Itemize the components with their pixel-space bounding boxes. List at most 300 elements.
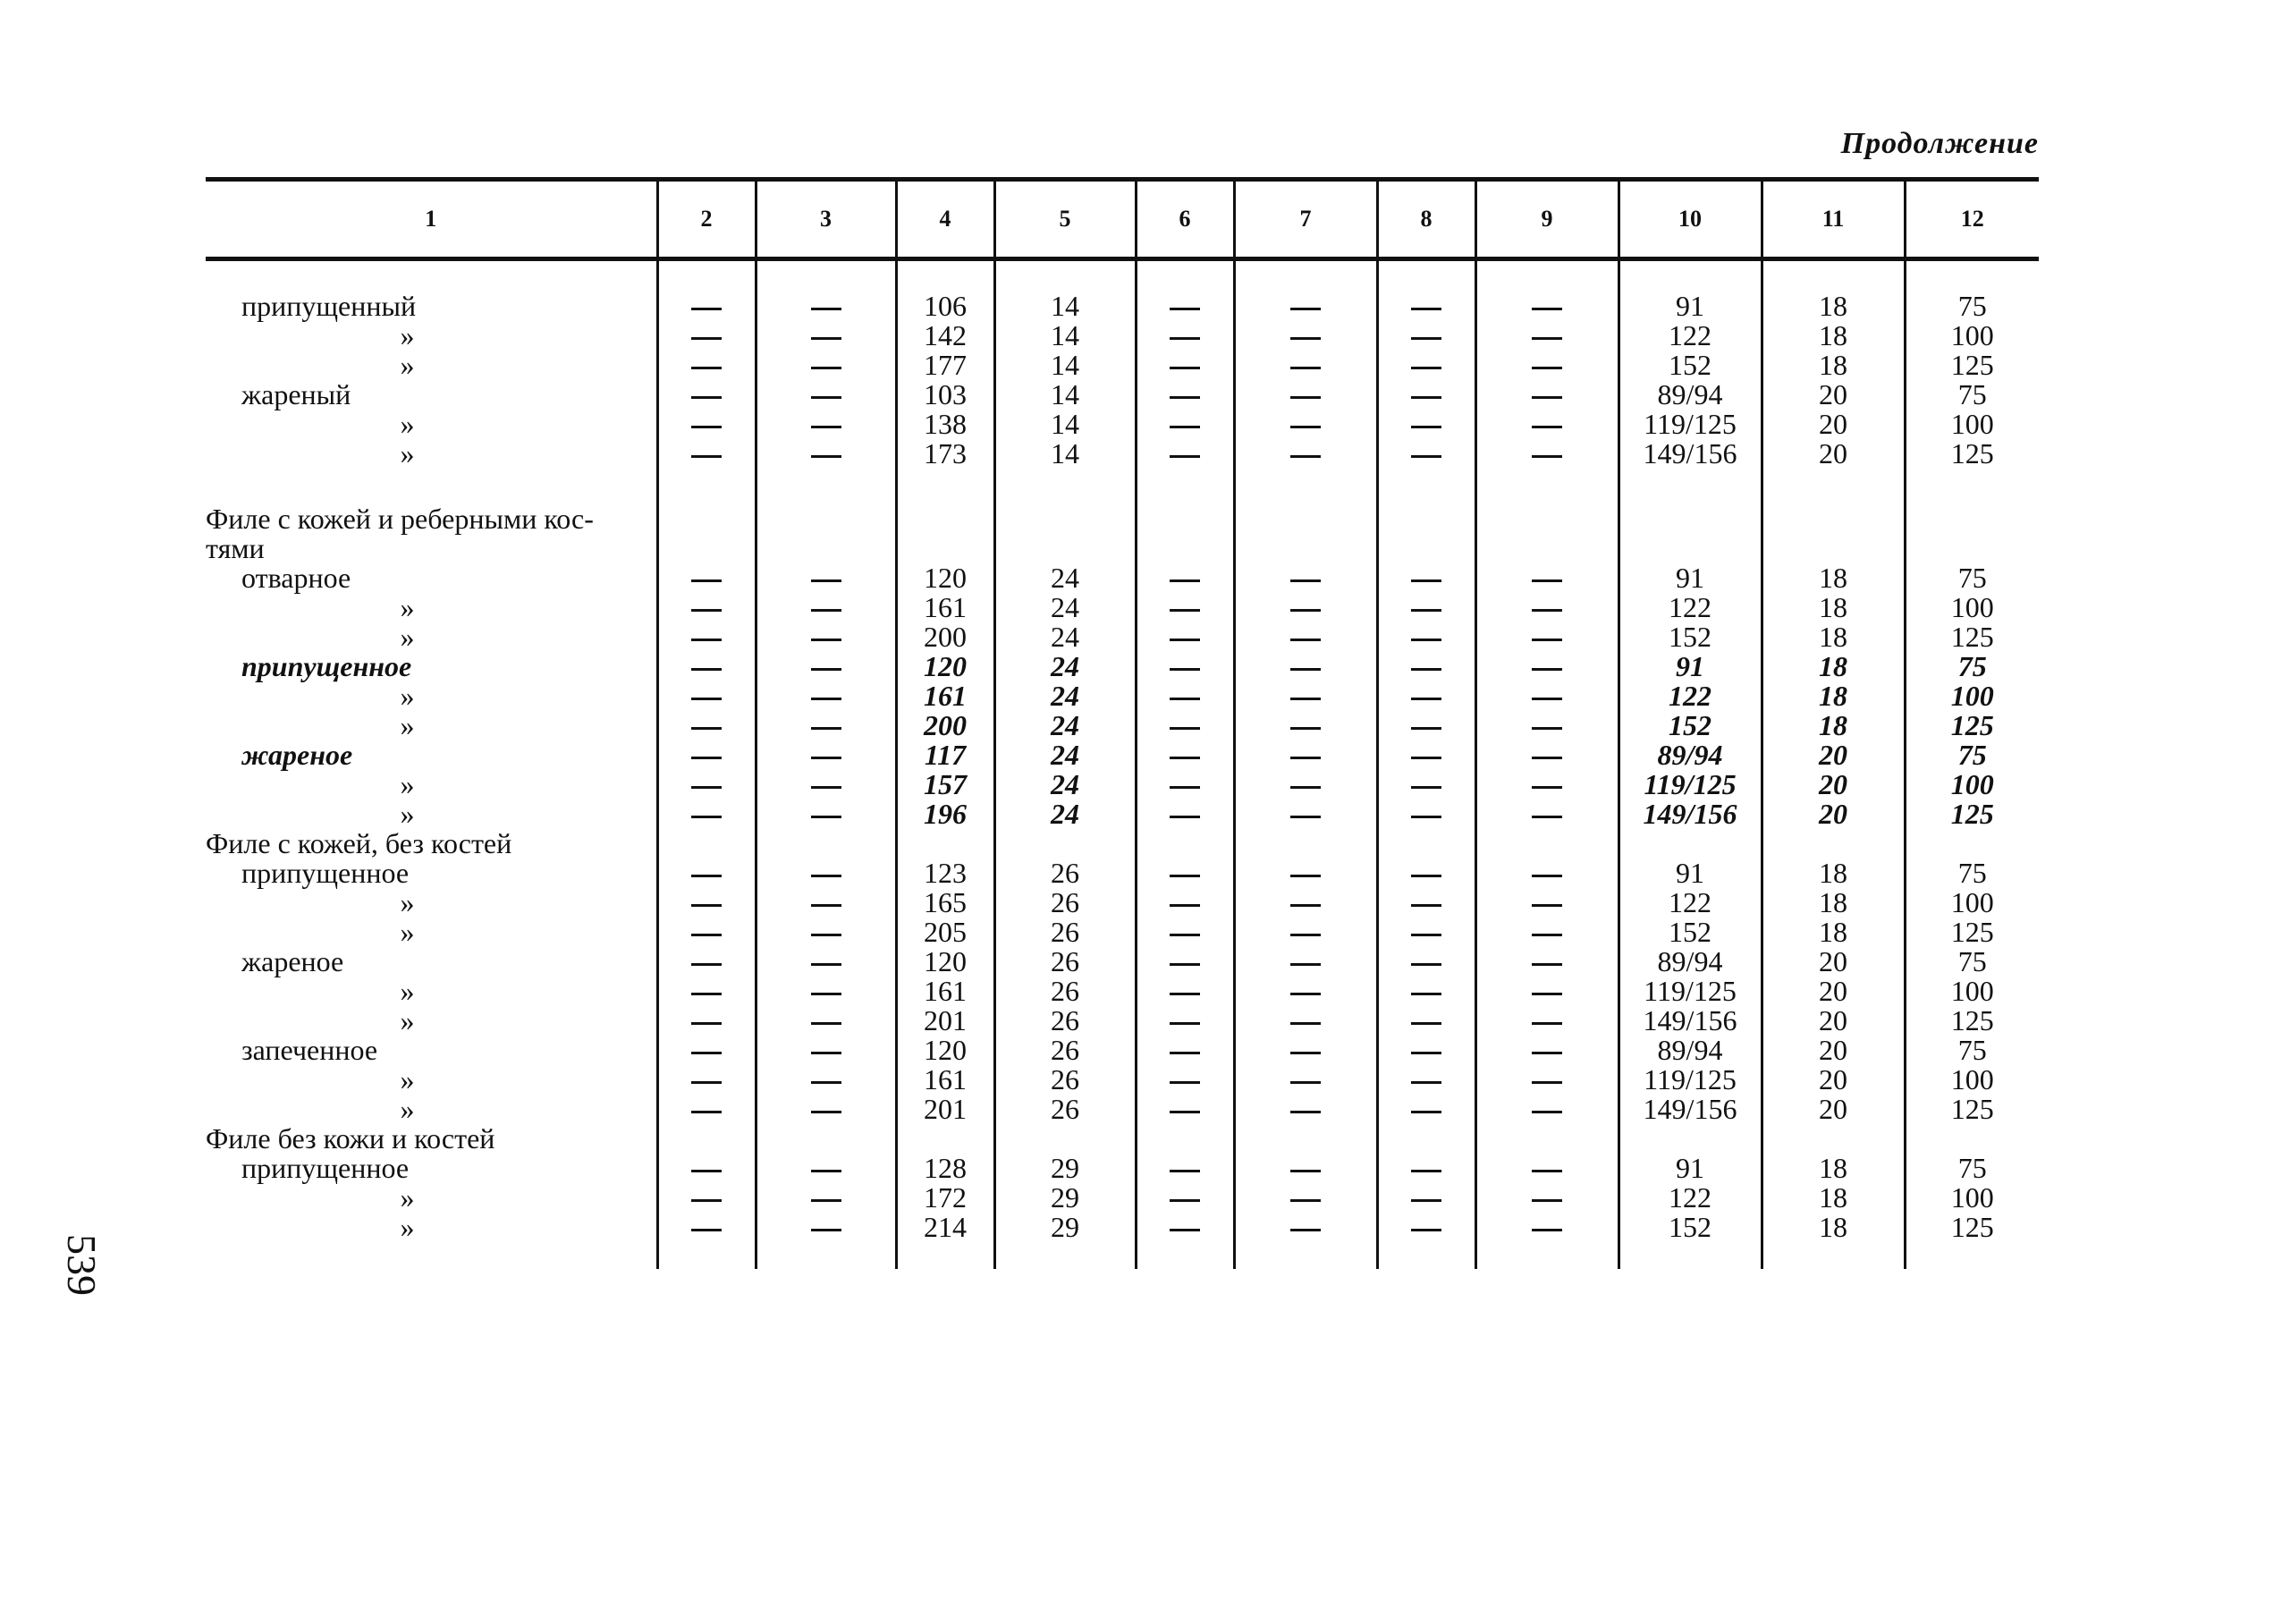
value-cell: 152 — [1619, 1213, 1762, 1269]
value-cell: 26 — [994, 1065, 1136, 1095]
dash-cell — [1234, 410, 1377, 439]
value-cell: 214 — [896, 1213, 994, 1269]
row-label: жареный — [241, 378, 351, 410]
dash-mark — [1290, 786, 1321, 789]
value-cell: 89/94 — [1619, 740, 1762, 770]
ditto-mark: » — [400, 591, 415, 623]
dash-cell — [1377, 1154, 1475, 1183]
value-cell: 14 — [994, 259, 1136, 322]
column-header-4: 4 — [896, 180, 994, 259]
dash-mark — [1170, 934, 1200, 936]
value-cell: 122 — [1619, 888, 1762, 918]
value-cell: 24 — [994, 622, 1136, 652]
dash-mark — [1411, 1052, 1441, 1054]
dash-cell — [1475, 321, 1619, 351]
dash-mark — [1170, 757, 1200, 759]
dash-mark — [691, 816, 722, 818]
value-cell: 20 — [1762, 799, 1905, 829]
dash-mark — [1532, 875, 1562, 877]
value-cell: 18 — [1762, 859, 1905, 888]
dash-cell — [1377, 947, 1475, 977]
table-row — [206, 799, 2039, 829]
dash-mark — [811, 639, 841, 641]
value-cell: 20 — [1762, 410, 1905, 439]
empty-cell — [1136, 534, 1234, 563]
dash-cell — [1234, 918, 1377, 947]
table-row — [206, 1036, 2039, 1065]
dash-cell — [1475, 1213, 1619, 1269]
value-cell: 75 — [1905, 259, 2039, 322]
empty-cell — [994, 504, 1136, 534]
value-cell: 125 — [1905, 1213, 2039, 1269]
empty-cell — [1475, 1124, 1619, 1154]
dash-cell — [1475, 918, 1619, 947]
empty-cell — [1475, 504, 1619, 534]
dash-mark — [1290, 1022, 1321, 1025]
dash-mark — [1290, 1170, 1321, 1172]
empty-cell — [1234, 534, 1377, 563]
dash-mark — [691, 786, 722, 789]
dash-cell — [1475, 593, 1619, 622]
dash-mark — [1532, 1170, 1562, 1172]
group-row — [206, 829, 2039, 859]
dash-cell — [756, 681, 896, 711]
dash-cell — [1234, 740, 1377, 770]
value-cell: 18 — [1762, 259, 1905, 322]
dash-mark — [691, 1052, 722, 1054]
dash-cell — [1234, 351, 1377, 380]
dash-mark — [1411, 963, 1441, 966]
dash-cell — [756, 351, 896, 380]
table-row — [206, 439, 2039, 469]
column-header-11: 11 — [1762, 180, 1905, 259]
dash-cell — [756, 1095, 896, 1124]
dash-mark — [1170, 367, 1200, 369]
empty-cell — [1377, 504, 1475, 534]
dash-mark — [1411, 455, 1441, 458]
row-label: припущенное — [241, 650, 412, 682]
dash-cell — [1475, 622, 1619, 652]
dash-cell — [1136, 259, 1234, 322]
dash-mark — [1532, 727, 1562, 730]
value-cell: 75 — [1905, 652, 2039, 681]
dash-cell — [1136, 351, 1234, 380]
value-cell: 24 — [994, 770, 1136, 799]
dash-mark — [1290, 609, 1321, 612]
value-cell: 18 — [1762, 1213, 1905, 1269]
dash-mark — [811, 993, 841, 995]
dash-mark — [1170, 816, 1200, 818]
group-row — [206, 504, 2039, 534]
dash-cell — [756, 1154, 896, 1183]
dash-mark — [1532, 993, 1562, 995]
empty-cell — [1136, 1124, 1234, 1154]
value-cell: 18 — [1762, 918, 1905, 947]
value-cell: 165 — [896, 888, 994, 918]
value-cell: 149/156 — [1619, 1095, 1762, 1124]
table-row — [206, 888, 2039, 918]
value-cell: 125 — [1905, 1095, 2039, 1124]
dash-mark — [1290, 904, 1321, 907]
dash-cell — [1136, 1213, 1234, 1269]
empty-cell — [1619, 504, 1762, 534]
dash-cell — [1234, 888, 1377, 918]
column-header-10: 10 — [1619, 180, 1762, 259]
dash-cell — [1377, 259, 1475, 322]
dash-cell — [1234, 652, 1377, 681]
column-header-8: 8 — [1377, 180, 1475, 259]
dash-cell — [756, 1006, 896, 1036]
dash-cell — [756, 1213, 896, 1269]
value-cell: 100 — [1905, 681, 2039, 711]
row-label: припущенный — [241, 290, 417, 322]
dash-mark — [691, 934, 722, 936]
dash-mark — [1290, 426, 1321, 428]
dash-cell — [1475, 1183, 1619, 1213]
dash-mark — [1411, 934, 1441, 936]
value-cell: 117 — [896, 740, 994, 770]
dash-cell — [1475, 1006, 1619, 1036]
dash-mark — [1532, 367, 1562, 369]
value-cell: 20 — [1762, 977, 1905, 1006]
value-cell: 172 — [896, 1183, 994, 1213]
empty-cell — [1905, 504, 2039, 534]
dash-mark — [691, 396, 722, 399]
dash-mark — [1532, 963, 1562, 966]
value-cell: 18 — [1762, 652, 1905, 681]
dash-mark — [691, 579, 722, 582]
dash-mark — [1532, 455, 1562, 458]
dash-cell — [1377, 1036, 1475, 1065]
table-row — [206, 259, 2039, 322]
dash-mark — [1532, 698, 1562, 700]
dash-mark — [1170, 1022, 1200, 1025]
dash-mark — [1411, 396, 1441, 399]
value-cell: 100 — [1905, 410, 2039, 439]
dash-cell — [1377, 977, 1475, 1006]
empty-cell — [1377, 534, 1475, 563]
dash-mark — [1411, 816, 1441, 818]
dash-mark — [1411, 367, 1441, 369]
dash-mark — [1170, 993, 1200, 995]
table-row — [206, 681, 2039, 711]
dash-cell — [1475, 1154, 1619, 1183]
ditto-mark: » — [400, 886, 415, 918]
value-cell: 100 — [1905, 1065, 2039, 1095]
value-cell: 75 — [1905, 1154, 2039, 1183]
column-header-9: 9 — [1475, 180, 1619, 259]
row-label: Филе без кожи и костей — [206, 1122, 495, 1155]
empty-cell — [1762, 504, 1905, 534]
dash-mark — [1290, 727, 1321, 730]
table-row — [206, 1183, 2039, 1213]
table-row — [206, 1065, 2039, 1095]
value-cell: 26 — [994, 918, 1136, 947]
table-row — [206, 652, 2039, 681]
dash-cell — [1475, 439, 1619, 469]
value-cell: 200 — [896, 711, 994, 740]
dash-mark — [1290, 639, 1321, 641]
dash-cell — [1234, 1095, 1377, 1124]
empty-cell — [756, 469, 896, 504]
value-cell: 26 — [994, 1006, 1136, 1036]
dash-mark — [811, 579, 841, 582]
value-cell: 122 — [1619, 1183, 1762, 1213]
dash-mark — [1532, 396, 1562, 399]
dash-cell — [1475, 888, 1619, 918]
table-row — [206, 321, 2039, 351]
dash-cell — [1136, 380, 1234, 410]
dash-mark — [691, 1199, 722, 1202]
dash-cell — [1136, 740, 1234, 770]
dash-mark — [1290, 698, 1321, 700]
value-cell: 100 — [1905, 321, 2039, 351]
dash-cell — [1475, 711, 1619, 740]
value-cell: 14 — [994, 380, 1136, 410]
dash-cell — [1475, 740, 1619, 770]
dash-mark — [691, 1229, 722, 1231]
dash-cell — [1475, 770, 1619, 799]
dash-mark — [1532, 1229, 1562, 1231]
value-cell: 26 — [994, 859, 1136, 888]
empty-cell — [1762, 534, 1905, 563]
dash-mark — [1290, 993, 1321, 995]
row-label: тями — [206, 532, 265, 564]
dash-cell — [657, 652, 756, 681]
value-cell: 119/125 — [1619, 410, 1762, 439]
dash-mark — [1411, 698, 1441, 700]
dash-cell — [1234, 1006, 1377, 1036]
empty-cell — [1377, 469, 1475, 504]
dash-cell — [1475, 1065, 1619, 1095]
value-cell: 177 — [896, 351, 994, 380]
dash-mark — [811, 1052, 841, 1054]
ditto-mark: » — [400, 916, 415, 948]
value-cell: 119/125 — [1619, 770, 1762, 799]
value-cell: 20 — [1762, 1065, 1905, 1095]
dash-cell — [756, 439, 896, 469]
table-row — [206, 740, 2039, 770]
dash-mark — [1170, 1052, 1200, 1054]
dash-mark — [1170, 609, 1200, 612]
dash-mark — [811, 668, 841, 671]
dash-mark — [811, 904, 841, 907]
value-cell: 91 — [1619, 1154, 1762, 1183]
dash-cell — [1136, 947, 1234, 977]
dash-mark — [691, 639, 722, 641]
dash-cell — [756, 1183, 896, 1213]
dash-mark — [1532, 668, 1562, 671]
value-cell: 29 — [994, 1183, 1136, 1213]
empty-cell — [1619, 1124, 1762, 1154]
dash-cell — [1136, 622, 1234, 652]
column-header-5: 5 — [994, 180, 1136, 259]
value-cell: 123 — [896, 859, 994, 888]
value-cell: 91 — [1619, 563, 1762, 593]
dash-cell — [756, 888, 896, 918]
value-cell: 91 — [1619, 859, 1762, 888]
empty-cell — [1136, 829, 1234, 859]
dash-mark — [1532, 1052, 1562, 1054]
dash-cell — [1136, 652, 1234, 681]
dash-cell — [1377, 888, 1475, 918]
dash-cell — [756, 563, 896, 593]
empty-cell — [657, 534, 756, 563]
dash-cell — [1377, 1095, 1475, 1124]
dash-mark — [1532, 934, 1562, 936]
value-cell: 119/125 — [1619, 977, 1762, 1006]
dash-mark — [1170, 579, 1200, 582]
value-cell: 24 — [994, 681, 1136, 711]
dash-cell — [657, 1006, 756, 1036]
value-cell: 201 — [896, 1006, 994, 1036]
empty-cell — [1905, 1124, 2039, 1154]
empty-cell — [1234, 504, 1377, 534]
dash-cell — [1234, 563, 1377, 593]
value-cell: 125 — [1905, 711, 2039, 740]
dash-cell — [756, 977, 896, 1006]
dash-mark — [691, 993, 722, 995]
dash-mark — [811, 1111, 841, 1113]
empty-cell — [756, 534, 896, 563]
dash-cell — [1377, 859, 1475, 888]
empty-cell — [1619, 534, 1762, 563]
dash-cell — [1234, 439, 1377, 469]
dash-cell — [1234, 859, 1377, 888]
dash-cell — [1136, 593, 1234, 622]
row-label: отварное — [241, 562, 351, 594]
table-row — [206, 380, 2039, 410]
dash-mark — [1532, 1199, 1562, 1202]
value-cell: 24 — [994, 711, 1136, 740]
dash-mark — [1170, 455, 1200, 458]
empty-cell — [1475, 829, 1619, 859]
dash-mark — [1290, 367, 1321, 369]
dash-cell — [756, 947, 896, 977]
table-row — [206, 1213, 2039, 1269]
dash-cell — [1234, 380, 1377, 410]
value-cell: 75 — [1905, 859, 2039, 888]
dash-cell — [1234, 1065, 1377, 1095]
dash-mark — [1411, 609, 1441, 612]
row-label: запеченное — [241, 1034, 378, 1066]
dash-cell — [657, 1154, 756, 1183]
value-cell: 161 — [896, 977, 994, 1006]
value-cell: 24 — [994, 652, 1136, 681]
value-cell: 26 — [994, 1036, 1136, 1065]
dash-mark — [1290, 934, 1321, 936]
dash-mark — [1532, 904, 1562, 907]
dash-cell — [756, 593, 896, 622]
dash-mark — [1411, 639, 1441, 641]
dash-mark — [811, 875, 841, 877]
dash-mark — [1170, 639, 1200, 641]
row-label: жареное — [241, 739, 353, 771]
dash-mark — [811, 1170, 841, 1172]
dash-cell — [657, 622, 756, 652]
dash-cell — [756, 711, 896, 740]
dash-cell — [1475, 259, 1619, 322]
dash-mark — [1532, 579, 1562, 582]
empty-cell — [896, 829, 994, 859]
empty-cell — [756, 1124, 896, 1154]
value-cell: 120 — [896, 1036, 994, 1065]
dash-mark — [1290, 963, 1321, 966]
header-row — [206, 180, 2039, 259]
dash-cell — [1234, 947, 1377, 977]
dash-mark — [811, 934, 841, 936]
dash-mark — [1532, 308, 1562, 310]
value-cell: 75 — [1905, 380, 2039, 410]
dash-cell — [1136, 799, 1234, 829]
dash-cell — [1136, 770, 1234, 799]
dash-mark — [1411, 308, 1441, 310]
value-cell: 18 — [1762, 1154, 1905, 1183]
dash-mark — [1290, 668, 1321, 671]
ditto-mark: » — [400, 1063, 415, 1095]
value-cell: 20 — [1762, 770, 1905, 799]
empty-cell — [896, 1124, 994, 1154]
dash-cell — [657, 321, 756, 351]
empty-cell — [1905, 469, 2039, 504]
data-table — [206, 177, 2039, 1269]
dash-cell — [1234, 1183, 1377, 1213]
value-cell: 125 — [1905, 622, 2039, 652]
column-header-6: 6 — [1136, 180, 1234, 259]
dash-cell — [756, 770, 896, 799]
dash-cell — [1475, 1095, 1619, 1124]
empty-cell — [756, 829, 896, 859]
value-cell: 200 — [896, 622, 994, 652]
dash-mark — [1290, 1081, 1321, 1084]
dash-cell — [1377, 918, 1475, 947]
dash-mark — [1532, 1111, 1562, 1113]
empty-cell — [1234, 469, 1377, 504]
value-cell: 26 — [994, 977, 1136, 1006]
dash-mark — [811, 609, 841, 612]
dash-cell — [1377, 351, 1475, 380]
value-cell: 201 — [896, 1095, 994, 1124]
dash-cell — [1136, 439, 1234, 469]
ditto-mark: » — [400, 408, 415, 440]
empty-cell — [1377, 1124, 1475, 1154]
dash-cell — [1377, 681, 1475, 711]
dash-cell — [1475, 652, 1619, 681]
dash-mark — [1290, 757, 1321, 759]
value-cell: 120 — [896, 652, 994, 681]
dash-mark — [1170, 963, 1200, 966]
dash-mark — [811, 396, 841, 399]
dash-cell — [756, 859, 896, 888]
dash-cell — [1377, 593, 1475, 622]
empty-cell — [1136, 504, 1234, 534]
dash-cell — [1136, 1065, 1234, 1095]
column-header-3: 3 — [756, 180, 896, 259]
value-cell: 18 — [1762, 622, 1905, 652]
dash-cell — [1234, 1154, 1377, 1183]
dash-cell — [1136, 977, 1234, 1006]
dash-cell — [756, 1036, 896, 1065]
value-cell: 20 — [1762, 740, 1905, 770]
table-row — [206, 593, 2039, 622]
dash-mark — [1411, 1081, 1441, 1084]
dash-mark — [1170, 426, 1200, 428]
dash-mark — [1532, 337, 1562, 340]
dash-cell — [657, 1095, 756, 1124]
dash-mark — [1290, 1199, 1321, 1202]
dash-cell — [657, 947, 756, 977]
value-cell: 125 — [1905, 1006, 2039, 1036]
